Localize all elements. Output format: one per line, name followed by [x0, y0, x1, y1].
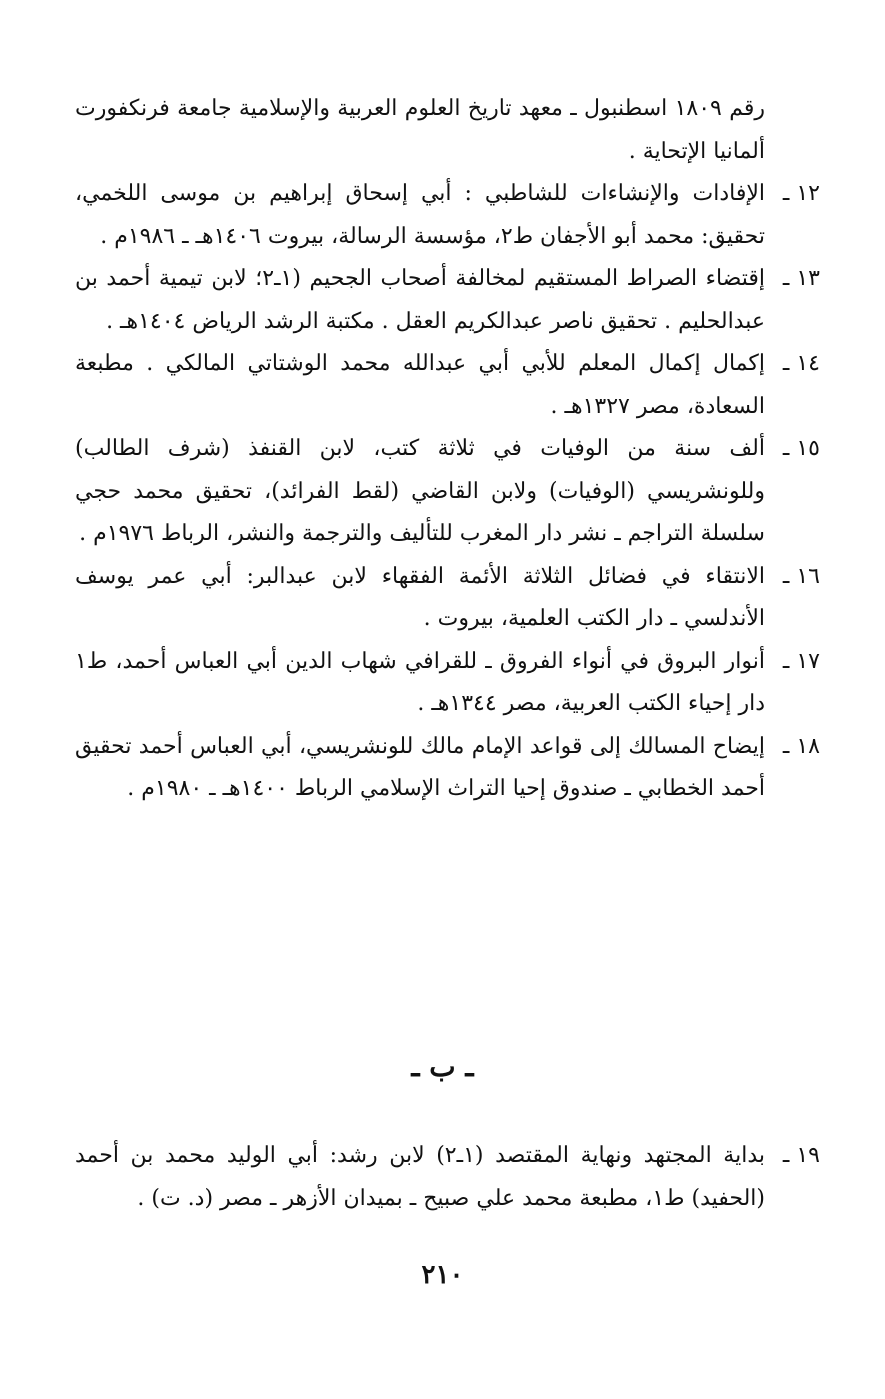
entry-text: الإفادات والإنشاءات للشاطبي : أبي إسحاق إبراهيم بن موسى اللخمي، تحقيق: محمد أبو الأجفان ط٢، مؤسسة الرسالة، بيروت ١٤٠٦هـ ـ ١٩٨٦م . [75, 181, 765, 249]
entry-number: ١٦ ـ [782, 563, 820, 589]
bibliography-entry-13 [75, 258, 820, 343]
bibliography-entry-18 [75, 726, 820, 811]
entry-number: ١٩ ـ [782, 1143, 820, 1168]
entry-text: بداية المجتهد ونهاية المقتصد (١ـ٢) لابن رشد: أبي الوليد محمد بن أحمد (الحفيد) ط١، مطبعة محمد علي صبيح ـ بميدان الأزهر ـ مصر (د. ت) . [75, 1143, 765, 1211]
bibliography-entry-16 [75, 556, 820, 641]
entry-text: ألف سنة من الوفيات في ثلاثة كتب، لابن القنفذ (شرف الطالب) وللونشريسي (الوفيات) ولابن القاضي (لقط الفرائد)، تحقيق محمد حجي سلسلة التراجم ـ نشر دار المغرب للتأليف والترجمة والنشر، الرباط ١٩٧٦م . [75, 436, 765, 546]
entry-text: إيضاح المسالك إلى قواعد الإمام مالك للونشريسي، أبي العباس أحمد تحقيق أحمد الخطابي ـ صندوق إحيا التراث الإسلامي الرباط ١٤٠٠هـ ـ ١٩٨٠م . [75, 733, 765, 801]
entry-text: رقم ١٨٠٩ اسطنبول ـ معهد تاريخ العلوم العربية والإسلامية جامعة فرنكفورت ألمانيا الإتحاية . [75, 96, 765, 164]
section-heading: ـ ب ـ [411, 1050, 474, 1083]
bibliography-list-b [75, 1135, 820, 1220]
bibliography-continuation [75, 88, 765, 173]
entry-text: أنوار البروق في أنواء الفروق ـ للقرافي شهاب الدين أبي العباس أحمد، ط١ دار إحياء الكتب العربية، مصر ١٣٤٤هـ . [75, 648, 765, 716]
entry-text: الانتقاء في فضائل الثلاثة الأئمة الفقهاء لابن عبدالبر: أبي عمر يوسف الأندلسي ـ دار الكتب العلمية، بيروت . [75, 563, 765, 631]
bibliography-entry-17 [75, 641, 820, 726]
entry-text: إقتضاء الصراط المستقيم لمخالفة أصحاب الجحيم (١ـ٢؛ لابن تيمية أحمد بن عبدالحليم . تحقيق ناصر عبدالكريم العقل . مكتبة الرشد الرياض ١٤٠٤هـ . [75, 266, 765, 334]
entry-text: إكمال إكمال المعلم للأبي أبي عبدالله محمد الوشتاتي المالكي . مطبعة السعادة، مصر ١٣٢٧هـ . [75, 351, 765, 419]
bibliography-entry-14 [75, 343, 820, 428]
bibliography-entry-19 [75, 1135, 820, 1220]
bibliography-entry-15 [75, 428, 820, 556]
entry-number: ١٢ ـ [782, 181, 820, 206]
bibliography-list [75, 88, 820, 811]
entry-number: ١٣ ـ [782, 266, 820, 291]
page-number: ٢١٠ [421, 1260, 464, 1290]
bibliography-entry-12 [75, 173, 820, 258]
entry-number: ١٤ ـ [782, 351, 820, 376]
entry-number: ١٨ ـ [782, 733, 820, 759]
entry-number: ١٥ ـ [782, 436, 820, 461]
entry-number: ١٧ ـ [782, 648, 820, 674]
